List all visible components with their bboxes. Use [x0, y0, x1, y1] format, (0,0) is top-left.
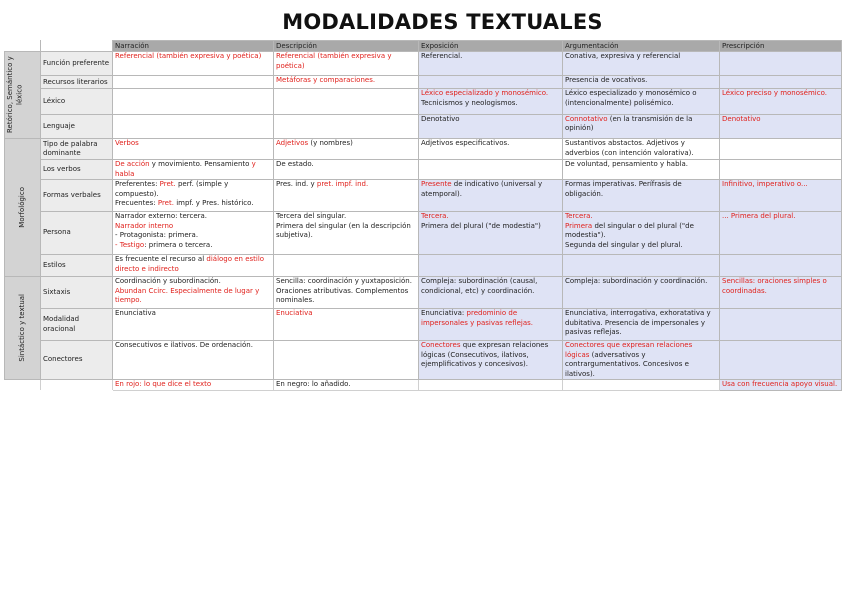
cell: Consecutivos e ilativos. De ordenación. — [113, 341, 274, 380]
cell: Conectores que expresan relaciones lógicas (adversativos y contrargumentativos. Concesivos e ilativos). — [563, 341, 720, 380]
cell: Enunciativa — [113, 309, 274, 341]
cell — [720, 341, 842, 380]
cell: Tercera. Primera del singular o del plural ("de modestia"). Segunda del singular y del plural. — [563, 212, 720, 255]
legend-black: En negro: lo añadido. — [274, 380, 419, 391]
cell: Adjetivos (y nombres) — [274, 139, 419, 160]
cell: Léxico preciso y monosémico. — [720, 89, 842, 114]
legend-row — [5, 380, 842, 391]
cell: Preferentes: Pret. perf. (simple y compuesto). Frecuentes: Pret. impf. y Pres. histórico. — [113, 180, 274, 212]
cell — [419, 76, 563, 89]
cell: Verbos — [113, 139, 274, 160]
cell: Denotativo — [419, 114, 563, 138]
table-row — [5, 341, 842, 380]
cell: Presente de indicativo (universal y atemporal). — [419, 180, 563, 212]
cell: Pres. ind. y pret. impf. ind. — [274, 180, 419, 212]
legend-prescripcion: Usa con frecuencia apoyo visual. — [720, 380, 842, 391]
cell — [113, 89, 274, 114]
table-row — [5, 89, 842, 114]
cell: Enunciativa, interrogativa, exhoratativa y dubitativa. Presencia de impersonales y pasivas reflejas. — [563, 309, 720, 341]
cell — [419, 160, 563, 180]
cell: Sustantivos abstactos. Adjetivos y adverbios (con intención valorativa). — [563, 139, 720, 160]
cell — [720, 139, 842, 160]
cell — [563, 255, 720, 277]
row-label: Estilos — [41, 255, 113, 277]
cell: Es frecuente el recurso al diálogo en estilo directo e indirecto — [113, 255, 274, 277]
table-row — [5, 180, 842, 212]
cell: Tercera del singular. Primera del singular (en la descripción subjetiva). — [274, 212, 419, 255]
table-row — [5, 114, 842, 138]
group-label-morfologico: Morfológico — [5, 139, 41, 277]
cell — [274, 114, 419, 138]
cell: Tercera. Primera del plural ("de modestia") — [419, 212, 563, 255]
row-label: Tipo de palabra dominante — [41, 139, 113, 160]
cell: Referencial. — [419, 52, 563, 76]
row-label: Lenguaje — [41, 114, 113, 138]
cell — [419, 380, 563, 391]
cell — [113, 114, 274, 138]
table-row — [5, 52, 842, 76]
col-header-narracion: Narración — [113, 41, 274, 52]
cell: Enuciativa — [274, 309, 419, 341]
cell — [720, 160, 842, 180]
cell: Léxico especializado y monosémico. Tecnicismos y neologismos. — [419, 89, 563, 114]
cell: Sencilla: coordinación y yuxtaposición. Oraciones atributivas. Complementos nominales. — [274, 277, 419, 309]
cell: Referencial (también expresiva y poética) — [113, 52, 274, 76]
cell: Adjetivos especificativos. — [419, 139, 563, 160]
page-title: MODALIDADES TEXTUALES — [282, 10, 603, 34]
table-row — [5, 212, 842, 255]
cell: De voluntad, pensamiento y habla. — [563, 160, 720, 180]
col-header-descripcion: Descripción — [274, 41, 419, 52]
cell: Conativa, expresiva y referencial — [563, 52, 720, 76]
cell — [5, 380, 41, 391]
row-label: Conectores — [41, 341, 113, 380]
row-label: Recursos literarios — [41, 76, 113, 89]
cell — [720, 52, 842, 76]
cell — [720, 255, 842, 277]
table-row — [5, 309, 842, 341]
cell: Presencia de vocativos. — [563, 76, 720, 89]
table-row — [5, 255, 842, 277]
cell: De acción y movimiento. Pensamiento y habla — [113, 160, 274, 180]
row-label: Persona — [41, 212, 113, 255]
legend-red: En rojo: lo que dice el texto — [113, 380, 274, 391]
cell: Conectores que expresan relaciones lógicas (Consecutivos, ilativos, ejemplificativos y concesivos). — [419, 341, 563, 380]
cell — [274, 341, 419, 380]
cell — [41, 380, 113, 391]
cell: Connotativo (en la transmisión de la opinión) — [563, 114, 720, 138]
col-header-prescripcion: Prescripción — [720, 41, 842, 52]
cell — [274, 255, 419, 277]
cell: Enunciativa: predominio de impersonales y pasivas reflejas. — [419, 309, 563, 341]
cell: Formas imperativas. Perífrasis de obligación. — [563, 180, 720, 212]
cell: ... Primera del plural. — [720, 212, 842, 255]
group-label-retorico: Retórico, Semántico y léxico — [5, 52, 41, 139]
cell — [563, 380, 720, 391]
header-blank — [5, 41, 41, 52]
table-row — [5, 277, 842, 309]
modalidades-table — [4, 40, 842, 391]
col-header-argumentacion: Argumentación — [563, 41, 720, 52]
cell: Léxico especializado y monosémico o (intencionalmente) polisémico. — [563, 89, 720, 114]
group-label-sintactico: Sintáctico y textual — [5, 277, 41, 380]
cell: Denotativo — [720, 114, 842, 138]
row-label: Sixtaxis — [41, 277, 113, 309]
cell: Compleja: subordinación (causal, condicional, etc) y coordinación. — [419, 277, 563, 309]
table-row — [5, 160, 842, 180]
cell — [720, 309, 842, 341]
cell — [274, 89, 419, 114]
cell: Narrador externo: tercera. Narrador interno - Protagonista: primera. - Testigo: primera o tercera. — [113, 212, 274, 255]
table-row — [5, 76, 842, 89]
cell — [720, 76, 842, 89]
cell — [113, 76, 274, 89]
cell: Metáforas y comparaciones. — [274, 76, 419, 89]
cell — [419, 255, 563, 277]
row-label: Función preferente — [41, 52, 113, 76]
row-label: Modalidad oracional — [41, 309, 113, 341]
cell: De estado. — [274, 160, 419, 180]
cell: Sencillas: oraciones simples o coordinadas. — [720, 277, 842, 309]
row-label: Léxico — [41, 89, 113, 114]
col-header-exposicion: Exposición — [419, 41, 563, 52]
header-blank — [41, 41, 113, 52]
cell: Coordinación y subordinación. Abundan Ccirc. Especialmente de lugar y tiempo. — [113, 277, 274, 309]
cell: Infinitivo, imperativo o... — [720, 180, 842, 212]
cell: Referencial (también expresiva y poética) — [274, 52, 419, 76]
row-label: Formas verbales — [41, 180, 113, 212]
row-label: Los verbos — [41, 160, 113, 180]
table-row — [5, 139, 842, 160]
cell: Compleja: subordinación y coordinación. — [563, 277, 720, 309]
header-row — [5, 41, 842, 52]
